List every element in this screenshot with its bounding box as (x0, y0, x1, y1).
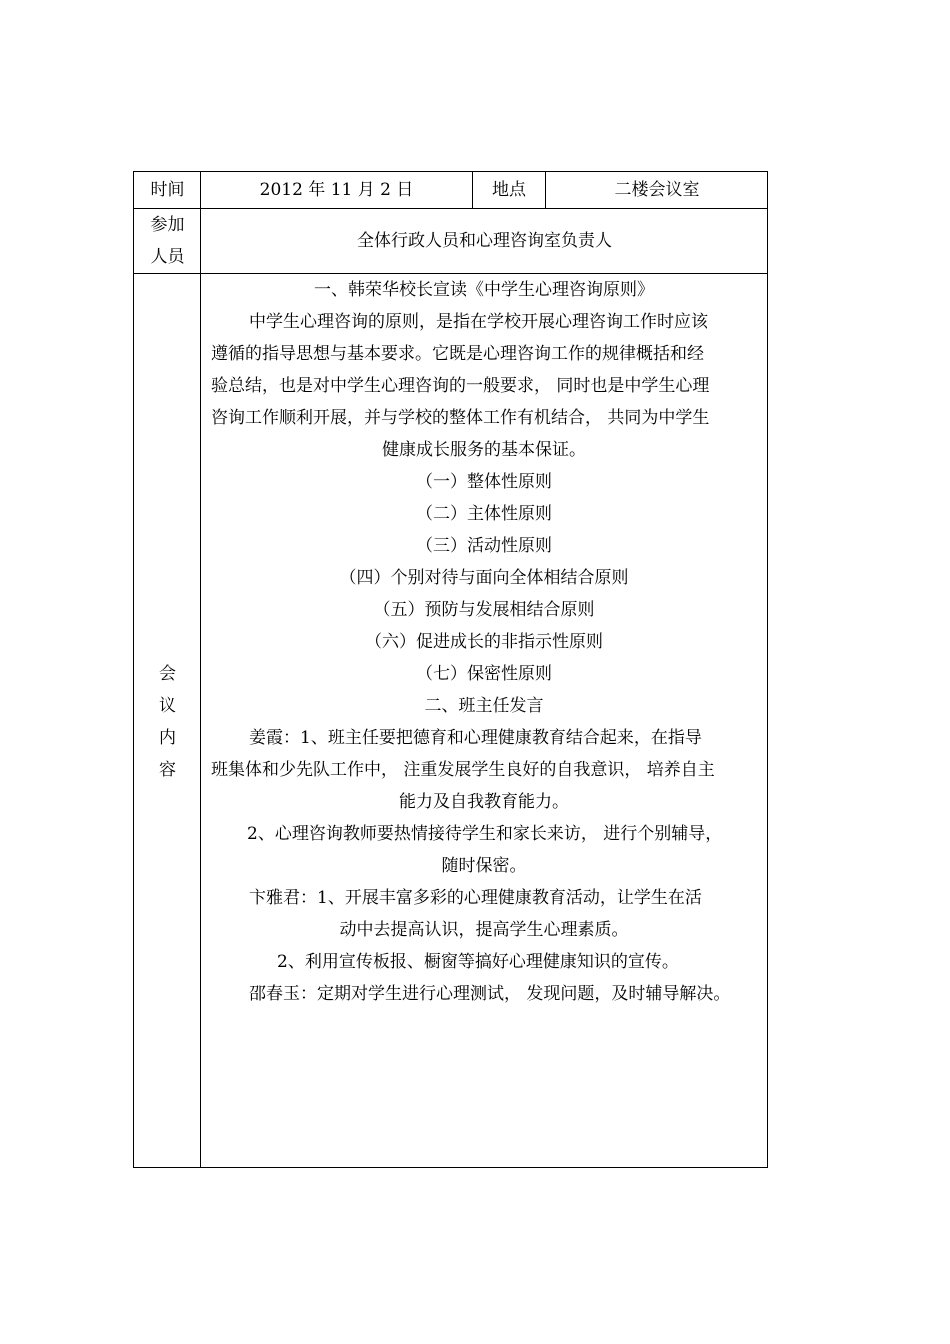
attendees-value: 全体行政人员和心理咨询室负责人 (357, 230, 612, 251)
principle-item: （七）保密性原则 (416, 664, 552, 684)
content-label-char: 内 (159, 728, 176, 748)
content-label-char: 容 (159, 760, 176, 780)
principle-item: （二）主体性原则 (416, 504, 552, 524)
attendees-label (134, 209, 201, 273)
time-label: 时间 (150, 179, 185, 200)
place-label: 地点 (492, 179, 526, 200)
speech-line: 邵春玉：定期对学生进行心理测试， 发现问题，及时辅导解决。 (249, 984, 731, 1004)
speech-line: 姜霞：1、班主任要把德育和心理健康教育结合起来，在指导 (249, 728, 702, 748)
place-value: 二楼会议室 (614, 179, 700, 200)
speech-line: 卞雅君：1、开展丰富多彩的心理健康教育活动，让学生在活 (249, 888, 702, 908)
section-heading: 一、韩荣华校长宣读《中学生心理咨询原则》 (314, 280, 654, 300)
paragraph-line: 中学生心理咨询的原则，是指在学校开展心理咨询工作时应该 (249, 312, 708, 332)
attendees-label-line: 参加 (150, 215, 185, 235)
meeting-record-table (133, 171, 768, 1168)
speech-line: 随时保密。 (441, 856, 527, 876)
content-label-char: 议 (159, 696, 176, 716)
principle-item: （六）促进成长的非指示性原则 (365, 632, 603, 652)
paragraph-line: 验总结，也是对中学生心理咨询的一般要求， 同时也是中学生心理 (211, 376, 710, 396)
paragraph-line: 咨询工作顺利开展，并与学校的整体工作有机结合， 共同为中学生 (211, 408, 710, 428)
speech-line: 能力及自我教育能力。 (399, 792, 569, 812)
speech-line: 班集体和少先队工作中， 注重发展学生良好的自我意识， 培养自主 (211, 760, 715, 780)
content-label-char: 会 (159, 664, 176, 684)
paragraph-line: 遵循的指导思想与基本要求。它既是心理咨询工作的规律概括和经 (211, 344, 704, 364)
meeting-content (201, 274, 767, 1167)
attendees-label-line: 人员 (150, 247, 185, 267)
speech-line: 2、心理咨询教师要热情接待学生和家长来访， 进行个别辅导， (247, 824, 723, 844)
section-heading: 二、班主任发言 (424, 696, 544, 716)
principle-item: （四）个别对待与面向全体相结合原则 (339, 568, 629, 588)
time-value: 2012 年 11 月 2 日 (259, 179, 414, 200)
speech-line: 动中去提高认识，提高学生心理素质。 (339, 920, 629, 940)
principle-item: （三）活动性原则 (416, 536, 552, 556)
content-label (134, 658, 201, 786)
paragraph-line: 健康成长服务的基本保证。 (382, 440, 586, 460)
principle-item: （五）预防与发展相结合原则 (373, 600, 595, 620)
speech-line: 2、利用宣传板报、橱窗等搞好心理健康知识的宣传。 (277, 952, 679, 972)
principle-item: （一）整体性原则 (416, 472, 552, 492)
